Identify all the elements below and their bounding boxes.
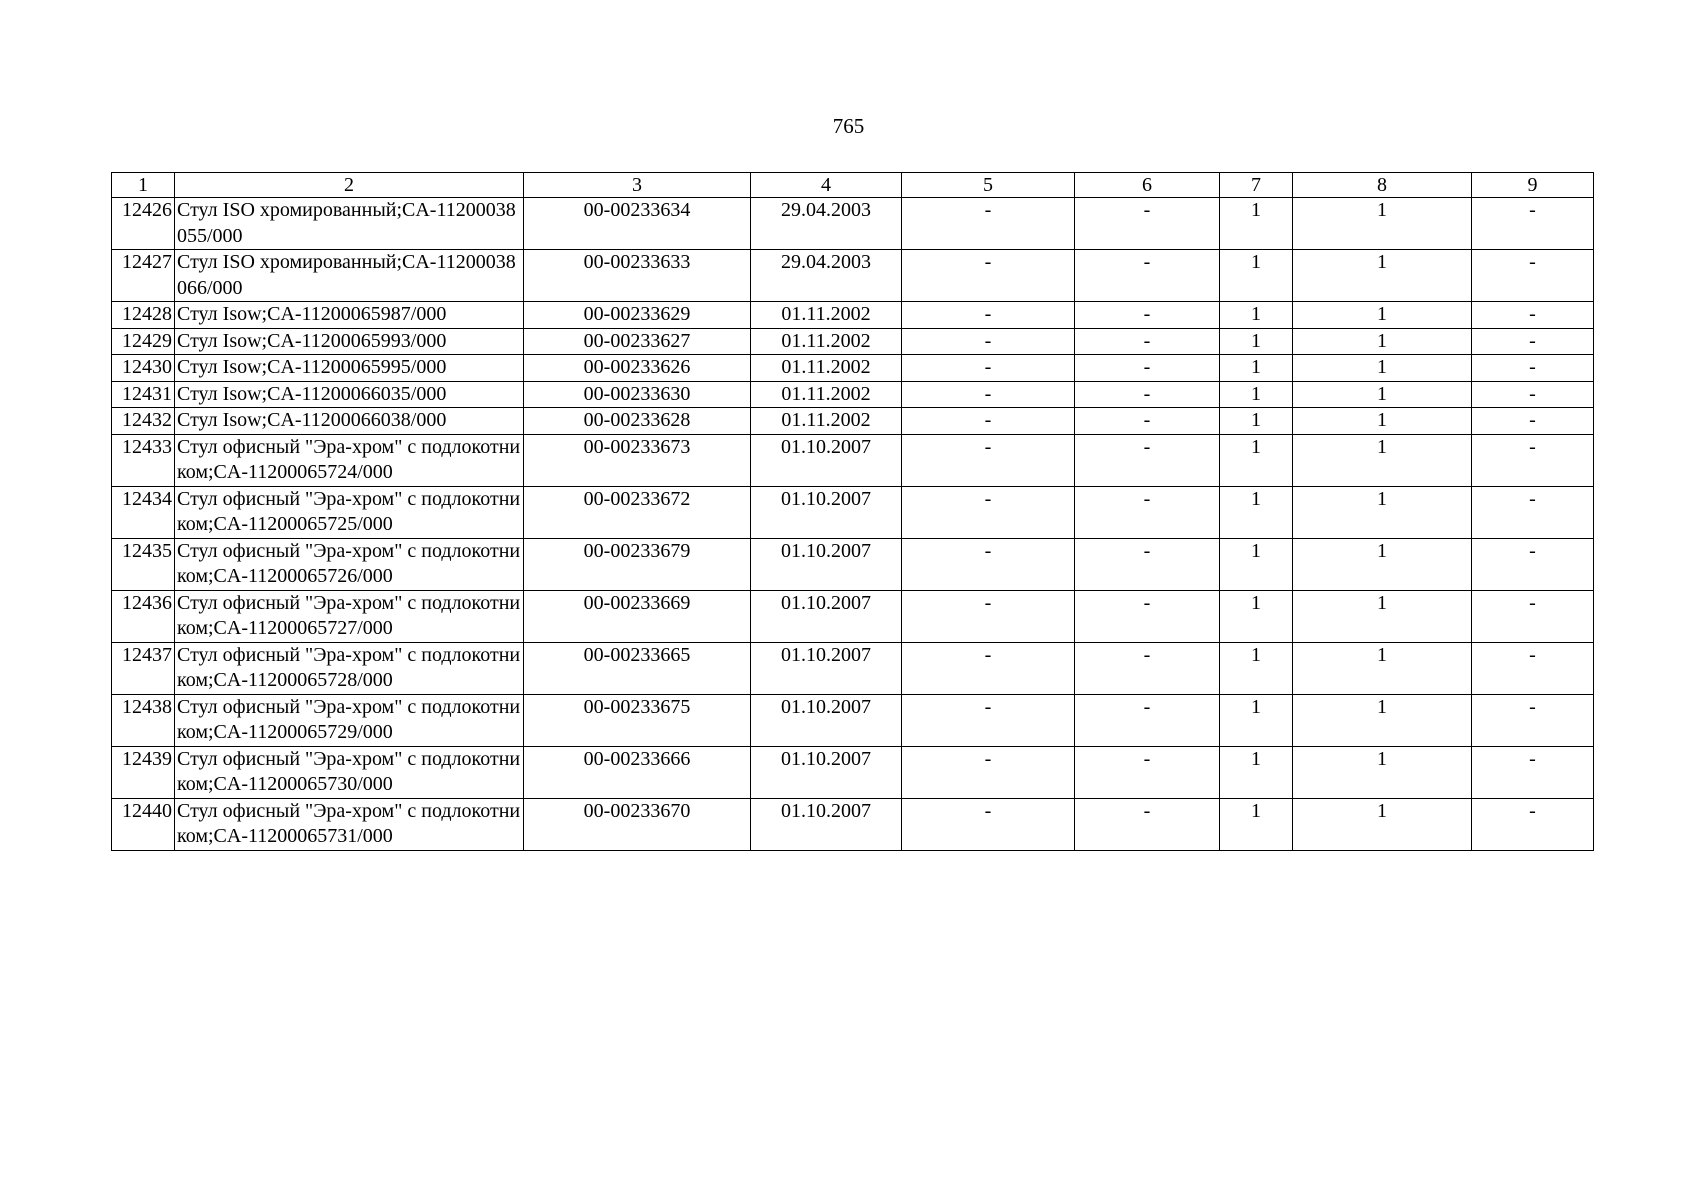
inventory-number: 00-00233672 <box>524 486 751 538</box>
inventory-number: 00-00233627 <box>524 328 751 355</box>
inventory-number: 00-00233628 <box>524 408 751 435</box>
date: 01.11.2002 <box>751 355 902 382</box>
inventory-number: 00-00233633 <box>524 250 751 302</box>
col-8: 1 <box>1293 434 1472 486</box>
col-8: 1 <box>1293 538 1472 590</box>
col-7: 1 <box>1220 328 1293 355</box>
table-row <box>112 250 1594 302</box>
col-9: - <box>1472 355 1594 382</box>
col-6: - <box>1075 486 1220 538</box>
inventory-number: 00-00233629 <box>524 302 751 329</box>
item-name: Стул ISO хромированный;CA-11200038066/000 <box>175 250 524 302</box>
col-6: - <box>1075 798 1220 850</box>
col-6: - <box>1075 328 1220 355</box>
column-header: 7 <box>1220 173 1293 198</box>
inventory-number: 00-00233673 <box>524 434 751 486</box>
row-number: 12434 <box>112 486 175 538</box>
inventory-number: 00-00233669 <box>524 590 751 642</box>
row-number: 12428 <box>112 302 175 329</box>
page-number: 765 <box>832 114 865 138</box>
col-6: - <box>1075 434 1220 486</box>
col-9: - <box>1472 250 1594 302</box>
column-header: 5 <box>902 173 1075 198</box>
col-6: - <box>1075 302 1220 329</box>
table-row <box>112 694 1594 746</box>
item-name: Стул офисный "Эра-хром" с подлокотником;CA-11200065731/000 <box>175 798 524 850</box>
col-7: 1 <box>1220 486 1293 538</box>
col-6: - <box>1075 590 1220 642</box>
row-number: 12432 <box>112 408 175 435</box>
row-number: 12435 <box>112 538 175 590</box>
col-5: - <box>902 694 1075 746</box>
item-name: Стул Isow;CA-11200066035/000 <box>175 381 524 408</box>
item-name: Стул Isow;CA-11200065993/000 <box>175 328 524 355</box>
column-header: 2 <box>175 173 524 198</box>
col-6: - <box>1075 408 1220 435</box>
inventory-number: 00-00233630 <box>524 381 751 408</box>
col-6: - <box>1075 381 1220 408</box>
inventory-number: 00-00233670 <box>524 798 751 850</box>
col-8: 1 <box>1293 250 1472 302</box>
table-row <box>112 486 1594 538</box>
date: 29.04.2003 <box>751 198 902 250</box>
date: 01.10.2007 <box>751 642 902 694</box>
col-8: 1 <box>1293 590 1472 642</box>
col-9: - <box>1472 798 1594 850</box>
col-8: 1 <box>1293 198 1472 250</box>
table-row <box>112 538 1594 590</box>
col-7: 1 <box>1220 198 1293 250</box>
item-name: Стул офисный "Эра-хром" с подлокотником;CA-11200065726/000 <box>175 538 524 590</box>
col-6: - <box>1075 694 1220 746</box>
inventory-number: 00-00233665 <box>524 642 751 694</box>
row-number: 12439 <box>112 746 175 798</box>
col-5: - <box>902 434 1075 486</box>
row-number: 12431 <box>112 381 175 408</box>
column-header: 4 <box>751 173 902 198</box>
inventory-number: 00-00233679 <box>524 538 751 590</box>
table-row <box>112 408 1594 435</box>
col-8: 1 <box>1293 486 1472 538</box>
col-5: - <box>902 355 1075 382</box>
col-7: 1 <box>1220 642 1293 694</box>
table-body <box>112 198 1594 851</box>
header-row <box>112 173 1594 198</box>
table-row <box>112 328 1594 355</box>
col-7: 1 <box>1220 355 1293 382</box>
column-header: 6 <box>1075 173 1220 198</box>
col-8: 1 <box>1293 798 1472 850</box>
row-number: 12437 <box>112 642 175 694</box>
column-header: 1 <box>112 173 175 198</box>
row-number: 12427 <box>112 250 175 302</box>
col-5: - <box>902 642 1075 694</box>
item-name: Стул Isow;CA-11200065987/000 <box>175 302 524 329</box>
date: 01.11.2002 <box>751 302 902 329</box>
table-row <box>112 798 1594 850</box>
col-5: - <box>902 746 1075 798</box>
inventory-number: 00-00233626 <box>524 355 751 382</box>
col-9: - <box>1472 642 1594 694</box>
date: 01.10.2007 <box>751 590 902 642</box>
col-8: 1 <box>1293 381 1472 408</box>
date: 01.11.2002 <box>751 328 902 355</box>
col-9: - <box>1472 694 1594 746</box>
row-number: 12436 <box>112 590 175 642</box>
inventory-number: 00-00233675 <box>524 694 751 746</box>
col-8: 1 <box>1293 302 1472 329</box>
date: 01.11.2002 <box>751 408 902 435</box>
col-7: 1 <box>1220 694 1293 746</box>
inventory-number: 00-00233634 <box>524 198 751 250</box>
col-7: 1 <box>1220 590 1293 642</box>
col-5: - <box>902 250 1075 302</box>
col-5: - <box>902 798 1075 850</box>
item-name: Стул офисный "Эра-хром" с подлокотником;CA-11200065728/000 <box>175 642 524 694</box>
col-9: - <box>1472 408 1594 435</box>
item-name: Стул Isow;CA-11200065995/000 <box>175 355 524 382</box>
row-number: 12430 <box>112 355 175 382</box>
table-row <box>112 355 1594 382</box>
col-7: 1 <box>1220 434 1293 486</box>
col-8: 1 <box>1293 408 1472 435</box>
col-7: 1 <box>1220 381 1293 408</box>
col-7: 1 <box>1220 798 1293 850</box>
row-number: 12433 <box>112 434 175 486</box>
col-9: - <box>1472 381 1594 408</box>
inventory-number: 00-00233666 <box>524 746 751 798</box>
column-header: 3 <box>524 173 751 198</box>
col-6: - <box>1075 642 1220 694</box>
item-name: Стул офисный "Эра-хром" с подлокотником;CA-11200065730/000 <box>175 746 524 798</box>
col-9: - <box>1472 486 1594 538</box>
column-header: 9 <box>1472 173 1594 198</box>
col-5: - <box>902 538 1075 590</box>
table-row <box>112 642 1594 694</box>
col-6: - <box>1075 355 1220 382</box>
col-9: - <box>1472 434 1594 486</box>
col-5: - <box>902 486 1075 538</box>
col-5: - <box>902 590 1075 642</box>
item-name: Стул Isow;CA-11200066038/000 <box>175 408 524 435</box>
col-7: 1 <box>1220 746 1293 798</box>
table-row <box>112 434 1594 486</box>
item-name: Стул офисный "Эра-хром" с подлокотником;CA-11200065725/000 <box>175 486 524 538</box>
item-name: Стул ISO хромированный;CA-11200038055/000 <box>175 198 524 250</box>
col-6: - <box>1075 198 1220 250</box>
row-number: 12426 <box>112 198 175 250</box>
inventory-table <box>111 172 1594 851</box>
table-row <box>112 746 1594 798</box>
col-9: - <box>1472 590 1594 642</box>
row-number: 12440 <box>112 798 175 850</box>
col-5: - <box>902 302 1075 329</box>
col-5: - <box>902 328 1075 355</box>
date: 01.10.2007 <box>751 486 902 538</box>
column-header: 8 <box>1293 173 1472 198</box>
col-9: - <box>1472 746 1594 798</box>
item-name: Стул офисный "Эра-хром" с подлокотником;CA-11200065729/000 <box>175 694 524 746</box>
col-8: 1 <box>1293 642 1472 694</box>
col-7: 1 <box>1220 302 1293 329</box>
date: 01.11.2002 <box>751 381 902 408</box>
col-6: - <box>1075 250 1220 302</box>
col-6: - <box>1075 538 1220 590</box>
col-6: - <box>1075 746 1220 798</box>
col-8: 1 <box>1293 746 1472 798</box>
date: 29.04.2003 <box>751 250 902 302</box>
col-8: 1 <box>1293 694 1472 746</box>
date: 01.10.2007 <box>751 694 902 746</box>
col-7: 1 <box>1220 250 1293 302</box>
col-8: 1 <box>1293 355 1472 382</box>
col-9: - <box>1472 302 1594 329</box>
table-row <box>112 381 1594 408</box>
date: 01.10.2007 <box>751 746 902 798</box>
col-5: - <box>902 198 1075 250</box>
col-7: 1 <box>1220 538 1293 590</box>
col-5: - <box>902 408 1075 435</box>
col-8: 1 <box>1293 328 1472 355</box>
col-7: 1 <box>1220 408 1293 435</box>
col-9: - <box>1472 538 1594 590</box>
date: 01.10.2007 <box>751 434 902 486</box>
col-9: - <box>1472 328 1594 355</box>
col-5: - <box>902 381 1075 408</box>
row-number: 12429 <box>112 328 175 355</box>
date: 01.10.2007 <box>751 798 902 850</box>
row-number: 12438 <box>112 694 175 746</box>
date: 01.10.2007 <box>751 538 902 590</box>
item-name: Стул офисный "Эра-хром" с подлокотником;CA-11200065724/000 <box>175 434 524 486</box>
item-name: Стул офисный "Эра-хром" с подлокотником;CA-11200065727/000 <box>175 590 524 642</box>
col-9: - <box>1472 198 1594 250</box>
table-row <box>112 198 1594 250</box>
table-row <box>112 590 1594 642</box>
table-row <box>112 302 1594 329</box>
